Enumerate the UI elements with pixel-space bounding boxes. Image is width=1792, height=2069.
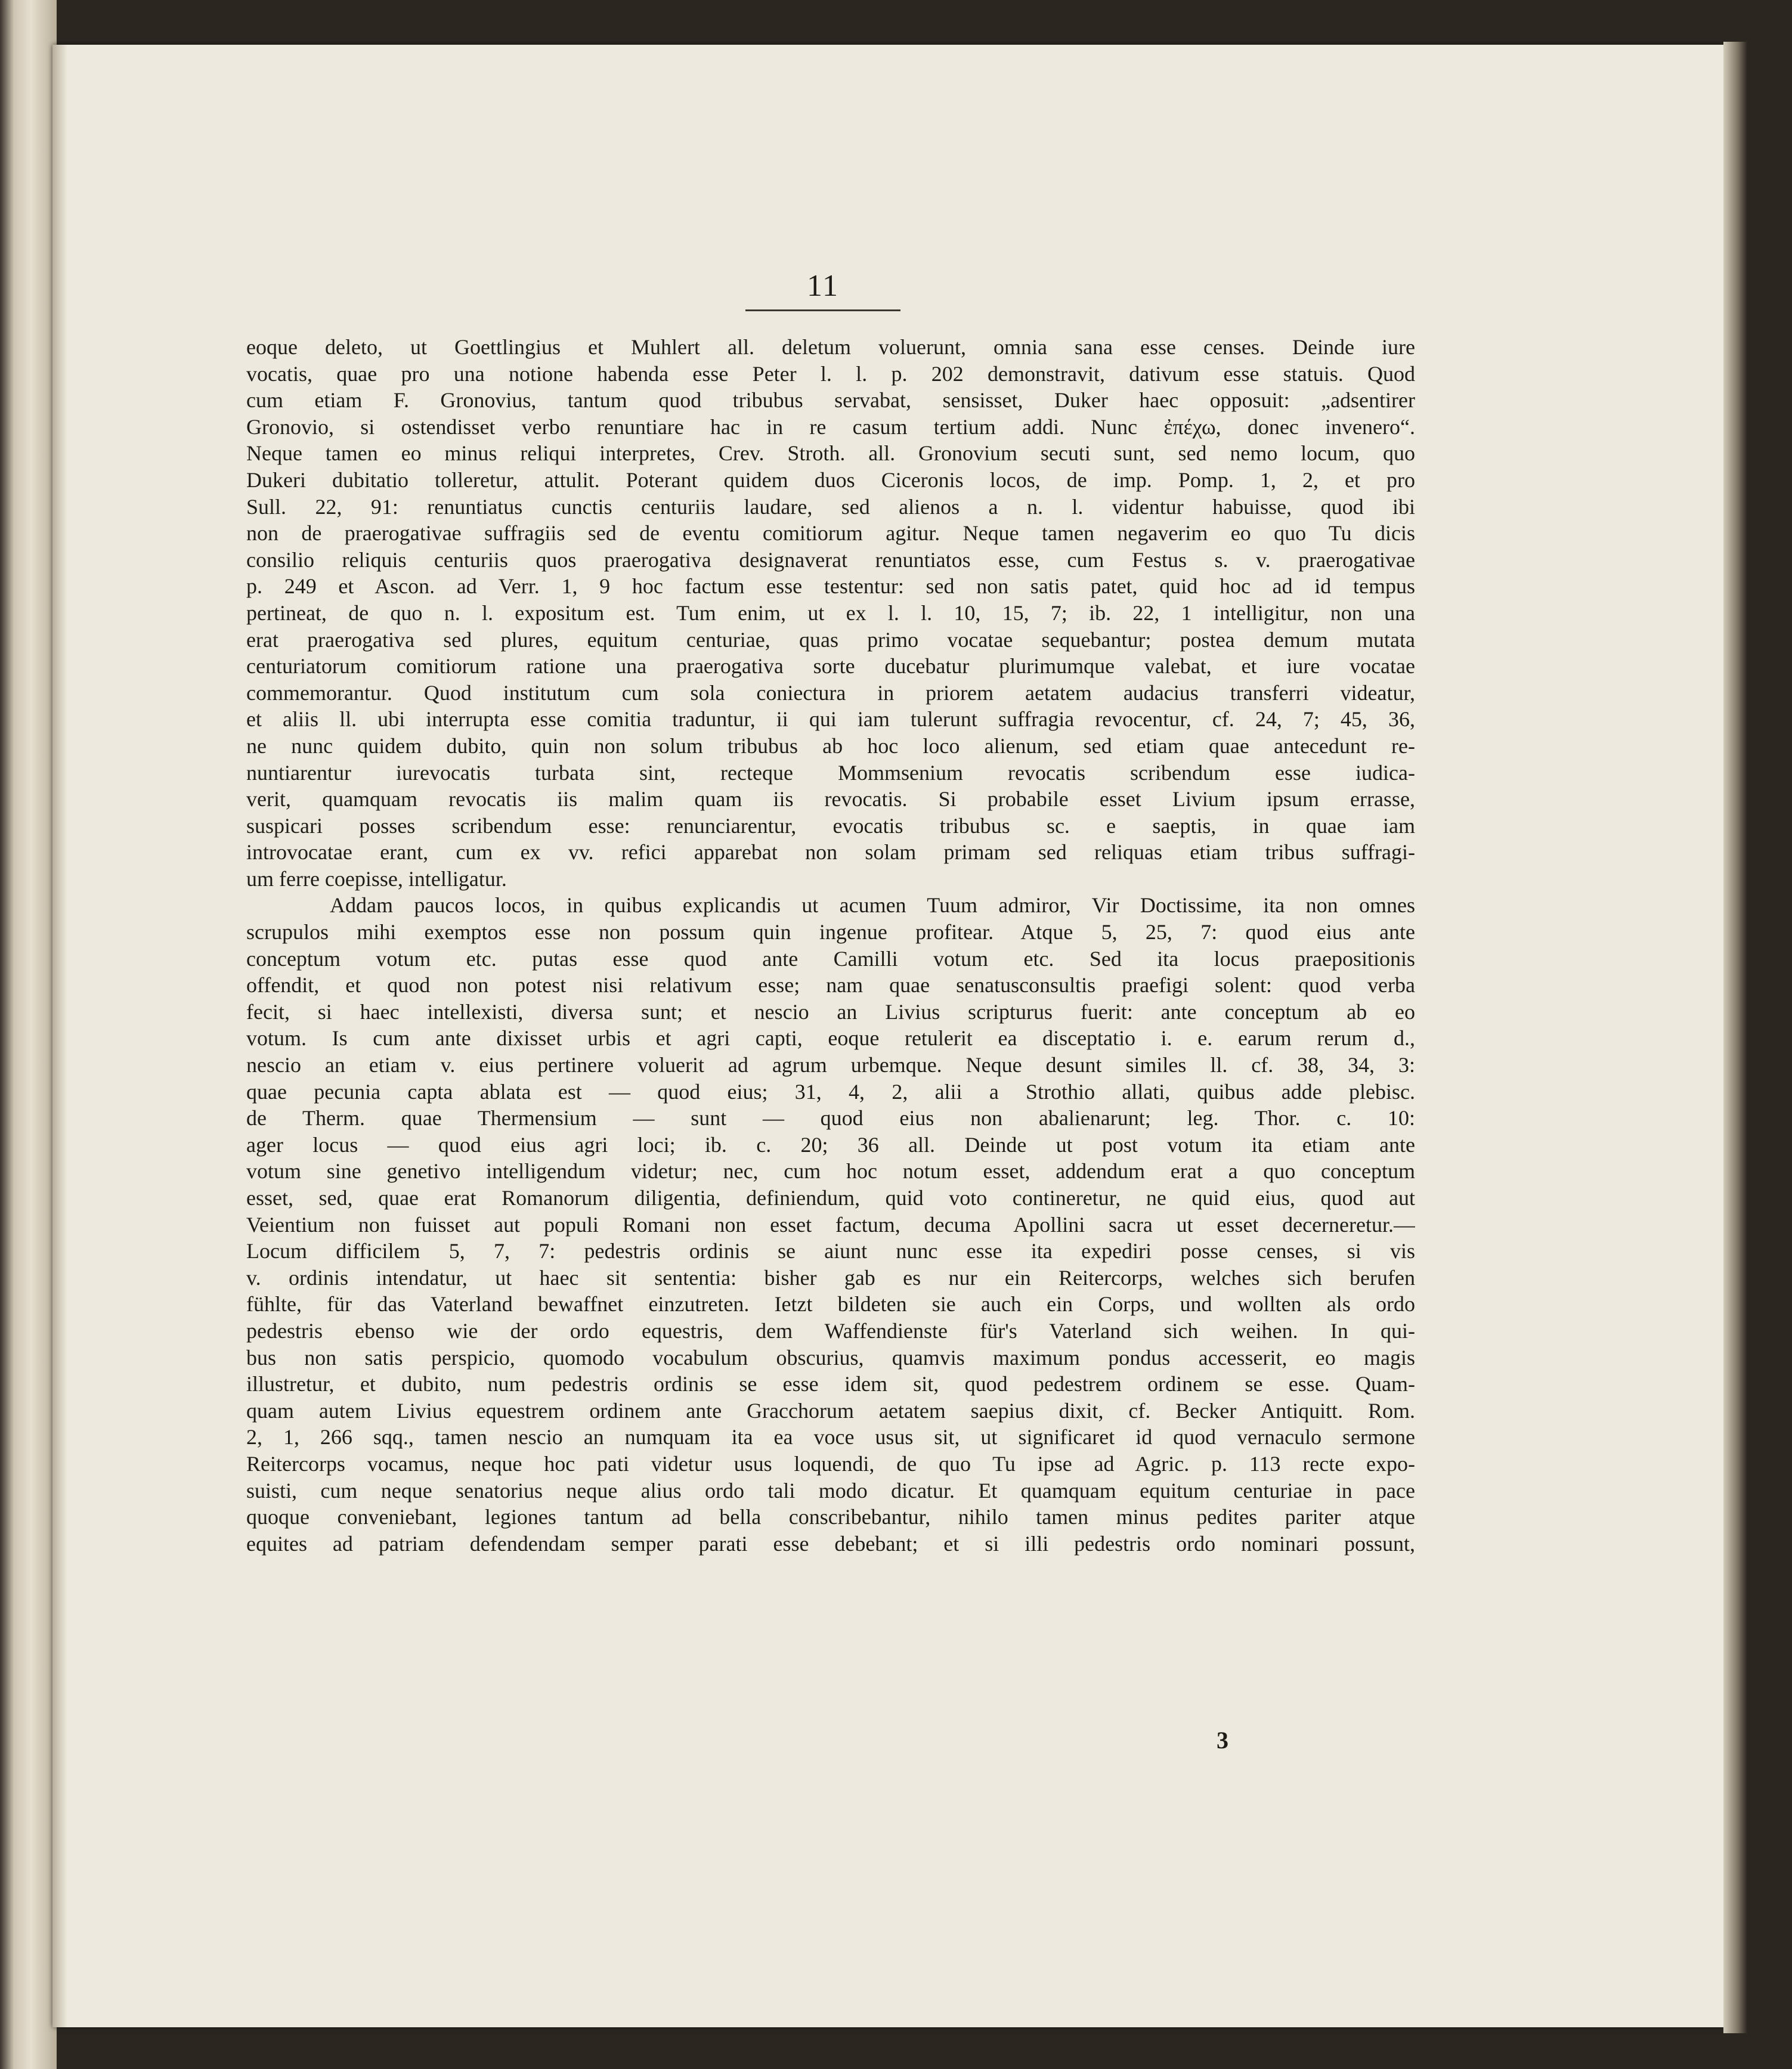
page-number: 11: [806, 269, 840, 303]
signature-mark: 3: [1217, 1727, 1228, 1754]
page-header: [745, 268, 900, 311]
text-line: quae pecunia capta ablata est — quod eius; 31, 4, 2, alii a Strothio allati, quibus adde plebisc.: [246, 1079, 1415, 1104]
text-line: et aliis ll. ubi interrupta esse comitia traduntur, ii qui iam tulerunt suffragia revocentur, cf. 24, 7; 45, 36,: [246, 707, 1415, 732]
text-line: nescio an etiam v. eius pertinere voluerit ad agrum urbemque. Neque desunt similes ll. cf. 38, 34, 3:: [246, 1053, 1415, 1077]
text-line: illustretur, et dubito, num pedestris ordinis se esse idem sit, quod pedestrem ordinem se esse. Quam-: [246, 1372, 1415, 1396]
text-line: suisti, cum neque senatorius neque alius ordo tali modo dicatur. Et quamquam equitum centuriae in pace: [246, 1478, 1415, 1503]
book-binding-edge: [0, 0, 57, 2069]
text-line: pertineat, de quo n. l. expositum est. Tum enim, ut ex l. l. 10, 15, 7; ib. 22, 1 intelligitur, non una: [246, 600, 1415, 625]
text-line: Veientium non fuisset aut populi Romani non esset factum, decuma Apollini sacra ut esset decerneretur.—: [246, 1212, 1415, 1237]
text-line: fecit, si haec intellexisti, diversa sunt; et nescio an Livius scripturus fuerit: ante conceptum ab eo: [246, 999, 1415, 1024]
text-line: ager locus — quod eius agri loci; ib. c. 20; 36 all. Deinde ut post votum ita etiam ante: [246, 1132, 1415, 1157]
text-line: Neque tamen eo minus reliqui interpretes, Crev. Stroth. all. Gronovium secuti sunt, sed nemo locum, quo: [246, 441, 1415, 466]
text-line: equites ad patriam defendendam semper parati esse debebant; et si illi pedestris ordo nominari possunt,: [246, 1531, 1415, 1556]
text-line: bus non satis perspicio, quomodo vocabulum obscurius, quamvis maximum pondus accesserit, eo magis: [246, 1345, 1415, 1370]
text-line: um ferre coepisse, intelligatur.: [246, 866, 507, 891]
text-line: Reitercorps vocamus, neque hoc pati videtur usus loquendi, de quo Tu ipse ad Agric. p. 113 recte expo-: [246, 1451, 1415, 1476]
header-rule: [745, 309, 900, 311]
text-line: Addam paucos locos, in quibus explicandis ut acumen Tuum admiror, Vir Doctissime, ita non omnes: [330, 893, 1415, 918]
text-line: p. 249 et Ascon. ad Verr. 1, 9 hoc factum esse testentur: sed non satis patet, quid hoc ad id tempus: [246, 574, 1415, 599]
text-line: consilio reliquis centuriis quos praerogativa designaverat renuntiatos esse, cum Festus s. v. praerogativae: [246, 547, 1415, 572]
text-line: Gronovio, si ostendisset verbo renuntiare hac in re casum tertium addi. Nunc ἐπέχω, donec invenero“.: [246, 414, 1415, 439]
text-line: ne nunc quidem dubito, quin non solum tribubus ab hoc loco alienum, sed etiam quae antecedunt re-: [246, 733, 1415, 758]
text-line: conceptum votum etc. putas esse quod ante Camilli votum etc. Sed ita locus praepositionis: [246, 946, 1415, 971]
text-line: 2, 1, 266 sqq., tamen nescio an numquam ita ea voce usus sit, ut significaret id quod vernaculo sermone: [246, 1425, 1415, 1449]
text-line: votum. Is cum ante dixisset urbis et agri capti, eoque retulerit ea disceptatio i. e. earum rerum d.,: [246, 1026, 1415, 1051]
text-line: quam autem Livius equestrem ordinem ante Gracchorum aetatem saepius dixit, cf. Becker Antiquitt. Rom.: [246, 1398, 1415, 1423]
text-line: Dukeri dubitatio tolleretur, attulit. Poterant quidem duos Ciceronis locos, de imp. Pomp. 1, 2, et pro: [246, 467, 1415, 492]
text-line: centuriatorum comitiorum ratione una praerogativa sorte ducebatur plurimumque valebat, et iure vocatae: [246, 654, 1415, 679]
text-line: esset, sed, quae erat Romanorum diligentia, definiendum, quid voto contineretur, ne quid eius, quod aut: [246, 1186, 1415, 1210]
text-line: erat praerogativa sed plures, equitum centuriae, quas primo vocatae sequebantur; postea demum mutata: [246, 627, 1415, 652]
text-line: pedestris ebenso wie der ordo equestris, dem Waffendienste für's Vaterland sich weihen. In qui-: [246, 1318, 1415, 1343]
text-line: commemorantur. Quod institutum cum sola coniectura in priorem aetatem audacius transferri videatur,: [246, 680, 1415, 705]
text-line: Locum difficilem 5, 7, 7: pedestris ordinis se aiunt nunc esse ita expediri posse censes, si vis: [246, 1239, 1415, 1263]
text-line: non de praerogativae suffragiis sed de eventu comitiorum agitur. Neque tamen negaverim eo quo Tu dicis: [246, 521, 1415, 546]
page-gutter-shadow: [52, 45, 67, 2027]
text-line: vocatis, quae pro una notione habenda esse Peter l. l. p. 202 demonstravit, dativum esse statuis. Quod: [246, 361, 1415, 386]
text-line: votum sine genetivo intelligendum videtur; nec, cum hoc notum esset, addendum erat a quo conceptum: [246, 1159, 1415, 1184]
text-line: eoque deleto, ut Goettlingius et Muhlert all. deletum voluerunt, omnia sana esse censes. Deinde iure: [246, 335, 1415, 359]
text-line: offendit, et quod non potest nisi relativum esse; nam quae senatusconsultis praefigi solent: quod verba: [246, 973, 1415, 998]
text-line: scrupulos mihi exemptos esse non possum quin ingenue profitear. Atque 5, 25, 7: quod eius ante: [246, 920, 1415, 944]
page-stack-edge: [1723, 42, 1747, 2033]
text-line: cum etiam F. Gronovius, tantum quod tribubus servabat, sensisset, Duker haec opposuit: „adsentirer: [246, 388, 1415, 413]
text-line: suspicari posses scribendum esse: renunciarentur, evocatis tribubus sc. e saeptis, in quae iam: [246, 813, 1415, 838]
text-line: de Therm. quae Thermensium — sunt — quod eius non abalienarunt; leg. Thor. c. 10:: [246, 1106, 1415, 1130]
text-line: quoque conveniebant, legiones tantum ad bella conscribebantur, nihilo tamen minus pedites pariter atque: [246, 1505, 1415, 1529]
body-text: [246, 334, 1415, 1557]
text-line: Sull. 22, 91: renuntiatus cunctis centuriis laudare, sed alienos a n. l. videntur habuisse, quod ibi: [246, 494, 1415, 519]
text-line: verit, quamquam revocatis iis malim quam iis revocatis. Si probabile esset Livium ipsum errasse,: [246, 787, 1415, 812]
text-line: nuntiarentur iurevocatis turbata sint, recteque Mommsenium revocatis scribendum esse iudica-: [246, 760, 1415, 785]
text-line: introvocatae erant, cum ex vv. refici apparebat non solam primam sed reliquas etiam tribus suffragi-: [246, 840, 1415, 865]
text-line: v. ordinis intendatur, ut haec sit sententia: bisher gab es nur ein Reitercorps, welches sich berufen: [246, 1265, 1415, 1290]
text-line: fühlte, für das Vaterland bewaffnet einzutreten. Ietzt bildeten sie auch ein Corps, und wollten als ordo: [246, 1292, 1415, 1317]
